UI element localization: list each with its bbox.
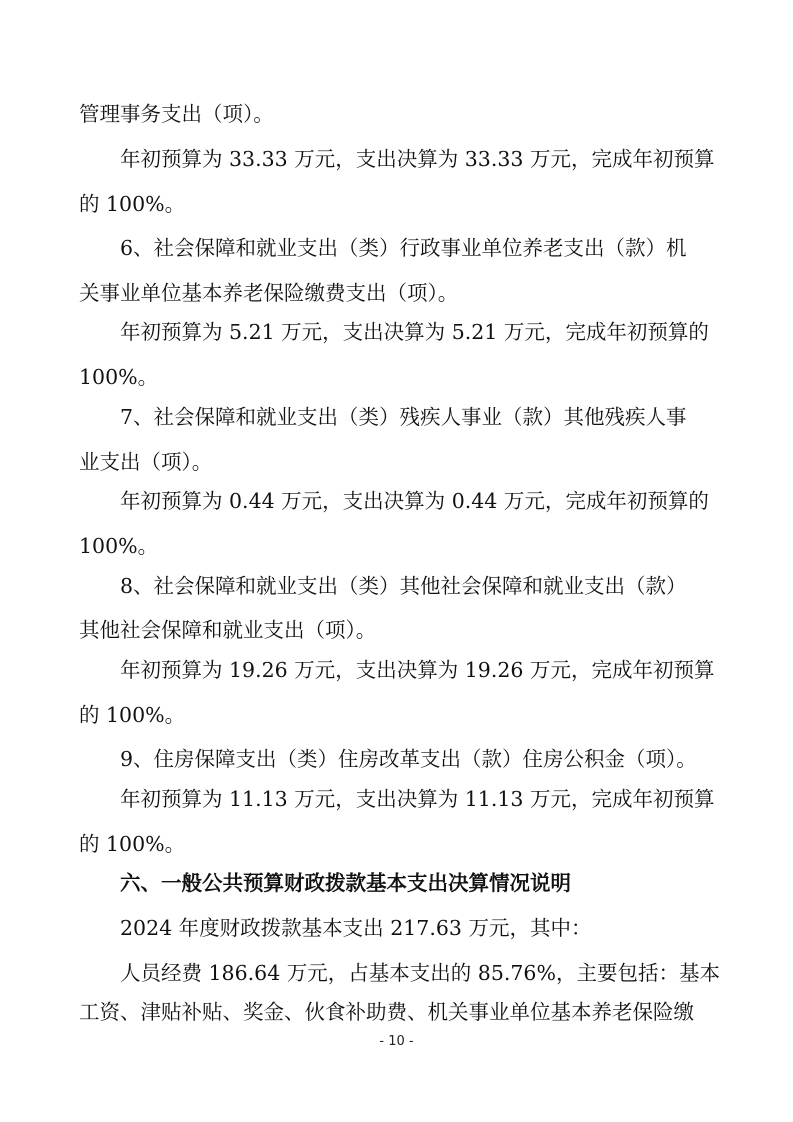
text-line: 年初预算为 0.44 万元，支出决算为 0.44 万元，完成年初预算的: [120, 489, 709, 513]
text-line: 的 100%。: [79, 703, 186, 727]
text-line: 9、住房保障支出（类）住房改革支出（款）住房公积金（项）。: [120, 747, 697, 771]
section-heading: 六、一般公共预算财政拨款基本支出决算情况说明: [120, 871, 571, 895]
text-line: 6、社会保障和就业支出（类）行政事业单位养老支出（款）机: [120, 236, 687, 260]
text-line: 年初预算为 5.21 万元，支出决算为 5.21 万元，完成年初预算的: [120, 320, 709, 344]
text-line: 7、社会保障和就业支出（类）残疾人事业（款）其他残疾人事: [120, 405, 687, 429]
text-line: 工资、津贴补贴、奖金、伙食补助费、机关事业单位基本养老保险缴: [79, 1000, 694, 1024]
text-line: 业支出（项）。: [79, 450, 213, 474]
text-line: 年初预算为 19.26 万元，支出决算为 19.26 万元，完成年初预算: [120, 658, 715, 682]
text-line: 关事业单位基本养老保险缴费支出（项）。: [79, 281, 459, 305]
text-line: 2024 年度财政拨款基本支出 217.63 万元，其中：: [120, 916, 592, 940]
text-line: 年初预算为 11.13 万元，支出决算为 11.13 万元，完成年初预算: [120, 787, 715, 811]
text-line: 100%。: [79, 365, 159, 389]
text-line: 的 100%。: [79, 832, 186, 856]
text-line: 的 100%。: [79, 192, 186, 216]
page-number: - 10 -: [379, 1034, 414, 1049]
text-line: 人员经费 186.64 万元，占基本支出的 85.76%，主要包括：基本: [120, 961, 720, 985]
text-line: 其他社会保障和就业支出（项）。: [79, 618, 377, 642]
text-line: 100%。: [79, 534, 159, 558]
text-line: 年初预算为 33.33 万元，支出决算为 33.33 万元，完成年初预算: [120, 147, 715, 171]
text-line: 8、社会保障和就业支出（类）其他社会保障和就业支出（款）: [120, 574, 687, 598]
text-line: 管理事务支出（项）。: [79, 102, 274, 126]
